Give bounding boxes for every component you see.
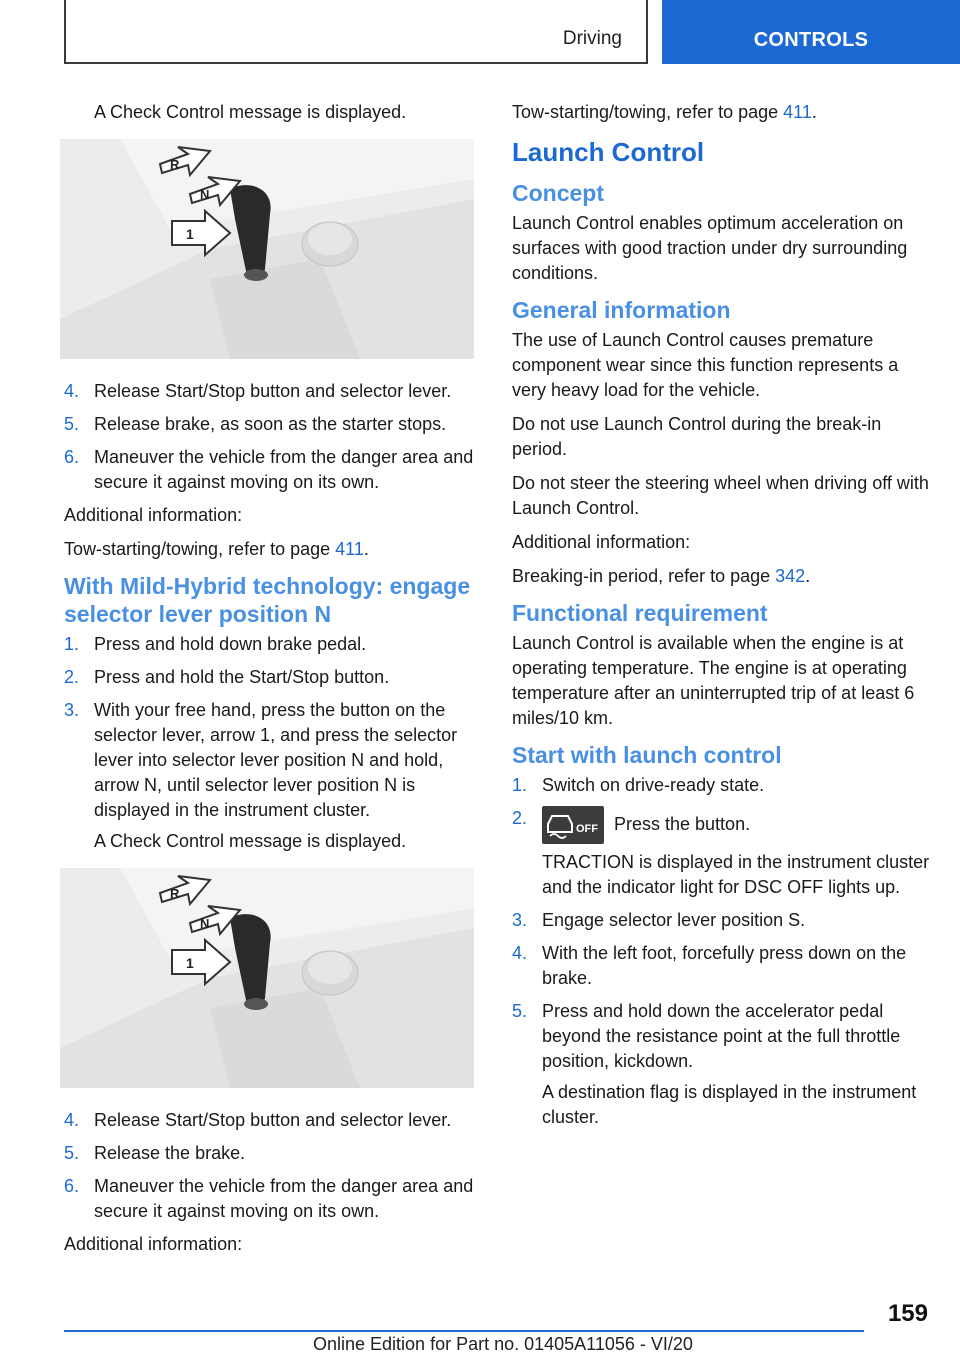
launch-steps-list: [512, 773, 932, 1130]
list-item: 3. Engage selector lever position S.: [512, 910, 806, 930]
steps-list-c: [64, 1108, 478, 1224]
selector-lever-figure-2: [60, 868, 474, 1088]
list-item: 2. OFF Press the button. TRACTION is displayed in the instrument cluster and the indicator light for DSC OFF lights up.: [512, 808, 930, 897]
header-box: [64, 0, 648, 64]
left-column: [64, 100, 478, 1266]
list-item: 4. With the left foot, forcefully press down on the brake.: [512, 943, 907, 988]
launch-control-heading: Launch Control: [512, 137, 705, 167]
general-text-2: Do not use Launch Control during the break-in period.: [512, 414, 882, 459]
concept-heading: Concept: [512, 180, 604, 206]
requirement-text: Launch Control is available when the engine is at operating temperature. The engine is at operating temperature after an uninterrupted trip of at least 6 miles/10 km.: [512, 633, 915, 728]
list-item: 1. Press and hold down brake pedal.: [64, 634, 367, 654]
page-link[interactable]: 342: [775, 566, 806, 586]
concept-text: Launch Control enables optimum acceleration on surfaces with good traction under dry surrounding conditions.: [512, 213, 908, 283]
selector-lever-figure-1: [60, 139, 474, 359]
page-link[interactable]: 411: [335, 539, 364, 559]
list-item: 6. Maneuver the vehicle from the danger area and secure it against moving on its own.: [64, 1176, 474, 1221]
general-text-1: The use of Launch Control causes premature component wear since this function represents a very heavy load for the vehicle.: [512, 330, 899, 400]
general-text-3: Do not steer the steering wheel when driving off with Launch Control.: [512, 473, 929, 518]
right-column: [512, 100, 932, 1138]
footer-divider: [64, 1330, 864, 1332]
list-item: 1. Switch on drive-ready state.: [512, 775, 765, 795]
mild-hybrid-heading: With Mild-Hybrid technology: engage selector lever position N: [64, 573, 471, 627]
list-item: 5. Release the brake.: [64, 1143, 246, 1163]
svg-text:N: N: [200, 187, 210, 202]
selector-lever-illustration: [60, 868, 474, 1088]
edition-footer: Online Edition for Part no. 01405A11056 - VI/20: [313, 1334, 693, 1354]
svg-text:1: 1: [186, 226, 194, 242]
breakin-reference: Breaking-in period, refer to page 342.: [512, 566, 811, 586]
chapter-tab[interactable]: CONTROLS: [662, 0, 960, 64]
start-launch-heading: Start with launch control: [512, 742, 782, 768]
additional-info-label: Additional information:: [64, 505, 243, 525]
svg-text:N: N: [200, 916, 210, 931]
list-item: 5. Release brake, as soon as the starter stops.: [64, 414, 447, 434]
steps-list-a: [64, 379, 478, 495]
tow-reference: Tow-starting/towing, refer to page 411.: [64, 539, 369, 559]
section-title: Driving: [562, 28, 622, 49]
selector-lever-illustration: [60, 139, 474, 359]
list-item: 3. With your free hand, press the button on the selector lever, arrow 1, and press the selector lever into selector lever position N and hold, arrow N, until selector lever position N is displayed in the instrument cluster. A Check Control message is displayed.: [64, 700, 458, 851]
dsc-off-button-icon: OFF: [542, 806, 604, 844]
additional-info-label: Additional information:: [64, 1234, 243, 1254]
functional-requirement-heading: Functional requirement: [512, 600, 768, 626]
additional-info-label: Additional information:: [512, 532, 691, 552]
list-item: 4. Release Start/Stop button and selector lever.: [64, 1110, 452, 1130]
steps-list-b: [64, 632, 478, 854]
svg-text:1: 1: [186, 955, 194, 971]
list-item: 5. Press and hold down the accelerator pedal beyond the resistance point at the full throttle position, kickdown. A destination flag is displayed in the instrument cluster.: [512, 1001, 917, 1127]
list-item: 4. Release Start/Stop button and selector lever.: [64, 381, 452, 401]
intro-text: A Check Control message is displayed.: [94, 102, 407, 122]
list-item: 6. Maneuver the vehicle from the danger area and secure it against moving on its own.: [64, 447, 474, 492]
general-info-heading: General information: [512, 297, 731, 323]
svg-text:R: R: [170, 157, 180, 172]
tow-reference: Tow-starting/towing, refer to page 411.: [512, 102, 817, 122]
svg-text:R: R: [170, 886, 180, 901]
page-number: 159: [887, 1300, 928, 1327]
page-link[interactable]: 411: [783, 102, 812, 122]
list-item: 2. Press and hold the Start/Stop button.: [64, 667, 390, 687]
